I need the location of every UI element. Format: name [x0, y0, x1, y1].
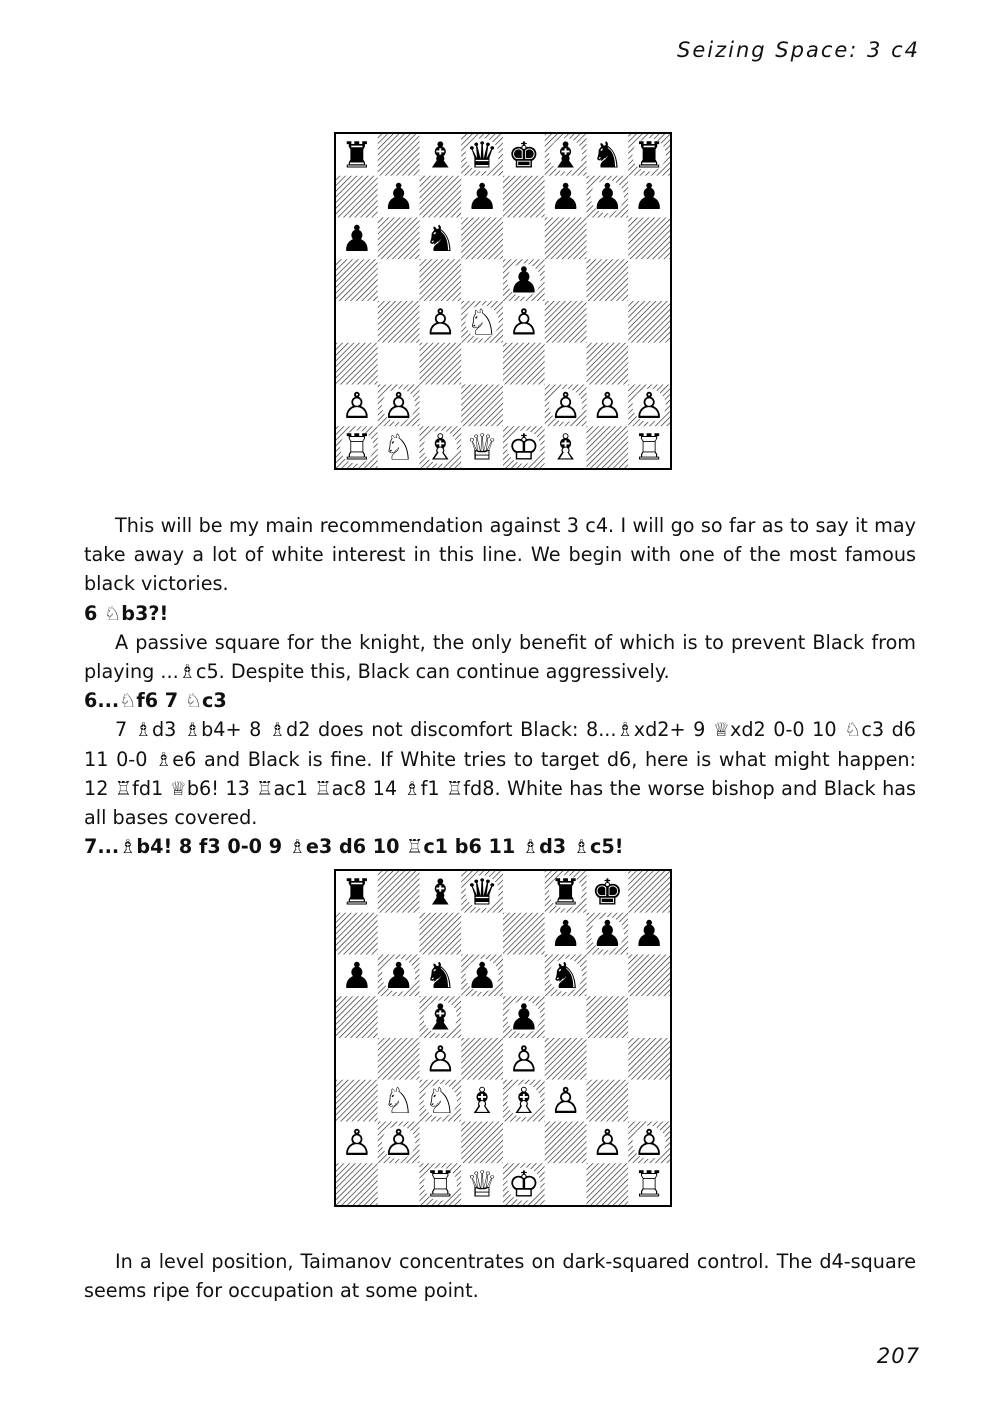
dark-square	[378, 871, 420, 913]
white-rook-icon: ♖	[340, 427, 373, 468]
white-rook-icon: ♖	[424, 1164, 457, 1205]
dark-square	[545, 301, 587, 343]
paragraph-intro: This will be my main recommendation against 3 c4. I will go so far as to say it may take away a lot of white interest in this line. We begin with one of the most famous black victories.	[84, 514, 916, 596]
dark-square	[628, 218, 670, 260]
light-square	[545, 259, 587, 301]
dark-square	[461, 218, 503, 260]
black-pawn-icon: ♟	[633, 177, 666, 219]
dark-square	[587, 1080, 629, 1122]
running-head: Seizing Space: 3 c4	[677, 38, 920, 62]
light-square	[587, 218, 629, 260]
light-square	[378, 996, 420, 1038]
light-square	[503, 218, 545, 260]
chess-board-2	[336, 871, 670, 1205]
white-knight-icon: ♘	[382, 1081, 415, 1123]
white-knight-icon: ♘	[424, 1081, 457, 1123]
dark-square	[420, 343, 462, 385]
light-square	[503, 385, 545, 427]
black-pawn-icon: ♟	[382, 177, 415, 219]
light-square	[461, 259, 503, 301]
dark-square	[461, 385, 503, 427]
page-number: 207	[876, 1344, 920, 1368]
chess-board-1	[336, 134, 670, 468]
dark-square	[420, 259, 462, 301]
dark-square	[420, 176, 462, 218]
dark-square	[503, 913, 545, 955]
white-pawn-icon: ♙	[549, 385, 582, 427]
dark-square	[628, 871, 670, 913]
black-pawn-icon: ♟	[466, 177, 499, 219]
white-queen-icon: ♕	[466, 427, 499, 468]
dark-square	[503, 343, 545, 385]
chess-diagram-2	[334, 869, 672, 1207]
light-square	[420, 1122, 462, 1164]
light-square	[587, 1038, 629, 1080]
white-pawn-icon: ♙	[424, 1039, 457, 1081]
dark-square	[628, 955, 670, 997]
black-rook-icon: ♜	[549, 872, 582, 914]
white-pawn-icon: ♙	[591, 1122, 624, 1164]
black-bishop-icon: ♝	[424, 135, 457, 177]
black-pawn-icon: ♟	[507, 997, 540, 1039]
black-knight-icon: ♞	[424, 955, 457, 997]
light-square	[503, 871, 545, 913]
black-pawn-icon: ♟	[591, 914, 624, 956]
move-line-3: 7...♗b4! 8 f3 0-0 9 ♗e3 d6 10 ♖c1 b6 11 ♗d3 ♗c5!	[84, 835, 624, 859]
black-knight-icon: ♞	[424, 218, 457, 260]
black-pawn-icon: ♟	[549, 177, 582, 219]
white-pawn-icon: ♙	[340, 1122, 373, 1164]
black-pawn-icon: ♟	[507, 260, 540, 302]
dark-square	[378, 301, 420, 343]
white-pawn-icon: ♙	[591, 385, 624, 427]
light-square	[378, 259, 420, 301]
paragraph-passive-square: A passive square for the knight, the only benefit of which is to prevent Black from playing ...♗c5. Despite this, Black can continue aggressively.	[84, 630, 916, 684]
black-bishop-icon: ♝	[424, 872, 457, 914]
light-square	[503, 1122, 545, 1164]
dark-square	[503, 176, 545, 218]
dark-square	[336, 996, 378, 1038]
black-pawn-icon: ♟	[466, 955, 499, 997]
black-king-icon: ♚	[591, 872, 624, 914]
white-pawn-icon: ♙	[382, 1122, 415, 1164]
black-king-icon: ♚	[507, 135, 540, 177]
dark-square	[336, 1080, 378, 1122]
black-bishop-icon: ♝	[424, 997, 457, 1039]
light-square	[587, 301, 629, 343]
dark-square	[336, 176, 378, 218]
white-bishop-icon: ♗	[424, 427, 457, 468]
white-pawn-icon: ♙	[507, 302, 540, 344]
chess-diagram-1	[334, 132, 672, 470]
black-queen-icon: ♛	[466, 135, 499, 177]
white-pawn-icon: ♙	[633, 385, 666, 427]
light-square	[545, 343, 587, 385]
white-bishop-icon: ♗	[507, 1081, 540, 1123]
dark-square	[461, 1038, 503, 1080]
black-rook-icon: ♜	[340, 135, 373, 177]
light-square	[545, 996, 587, 1038]
dark-square	[545, 1122, 587, 1164]
light-square	[545, 1163, 587, 1205]
black-pawn-icon: ♟	[340, 218, 373, 260]
dark-square	[336, 913, 378, 955]
dark-square	[587, 1163, 629, 1205]
dark-square	[336, 259, 378, 301]
light-square	[628, 1080, 670, 1122]
white-pawn-icon: ♙	[340, 385, 373, 427]
analysis-text-1	[84, 511, 916, 861]
white-rook-icon: ♖	[633, 427, 666, 468]
light-square	[378, 913, 420, 955]
dark-square	[378, 134, 420, 176]
white-pawn-icon: ♙	[424, 302, 457, 344]
black-rook-icon: ♜	[633, 135, 666, 177]
white-bishop-icon: ♗	[549, 427, 582, 468]
white-king-icon: ♔	[507, 427, 540, 468]
dark-square	[461, 1122, 503, 1164]
paragraph-variation: 7 ♗d3 ♗b4+ 8 ♗d2 does not discomfort Black: 8...♗xd2+ 9 ♕xd2 0-0 10 ♘c3 d6 11 0-0 ♗e6 and Black is fine. If White tries to target d6, here is what might happen: 12 ♖fd1 ♕b6! 13 ♖ac1 ♖ac8 14 ♗f1 ♖fd8. White has the worse bishop and Black has all bases covered.	[84, 718, 916, 830]
light-square	[628, 996, 670, 1038]
white-knight-icon: ♘	[466, 302, 499, 344]
light-square	[336, 1038, 378, 1080]
white-knight-icon: ♘	[382, 427, 415, 468]
light-square	[420, 385, 462, 427]
dark-square	[336, 1163, 378, 1205]
black-pawn-icon: ♟	[382, 955, 415, 997]
move-line-1: 6 ♘b3?!	[84, 601, 169, 625]
black-pawn-icon: ♟	[633, 914, 666, 956]
dark-square	[545, 218, 587, 260]
light-square	[461, 343, 503, 385]
black-pawn-icon: ♟	[591, 177, 624, 219]
black-knight-icon: ♞	[591, 135, 624, 177]
black-rook-icon: ♜	[340, 872, 373, 914]
dark-square	[336, 343, 378, 385]
dark-square	[628, 1038, 670, 1080]
black-knight-icon: ♞	[549, 955, 582, 997]
white-pawn-icon: ♙	[507, 1039, 540, 1081]
paragraph-conclusion: In a level position, Taimanov concentrates on dark-squared control. The d4-square seems ripe for occupation at some point.	[84, 1250, 916, 1303]
white-king-icon: ♔	[507, 1164, 540, 1205]
dark-square	[587, 259, 629, 301]
dark-square	[628, 301, 670, 343]
dark-square	[378, 1038, 420, 1080]
black-pawn-icon: ♟	[340, 955, 373, 997]
black-pawn-icon: ♟	[549, 914, 582, 956]
dark-square	[587, 426, 629, 468]
dark-square	[587, 996, 629, 1038]
white-pawn-icon: ♙	[633, 1122, 666, 1164]
light-square	[628, 343, 670, 385]
light-square	[461, 996, 503, 1038]
white-rook-icon: ♖	[633, 1164, 666, 1205]
dark-square	[545, 1038, 587, 1080]
dark-square	[420, 913, 462, 955]
white-bishop-icon: ♗	[466, 1081, 499, 1123]
white-pawn-icon: ♙	[549, 1081, 582, 1123]
light-square	[336, 301, 378, 343]
light-square	[378, 1163, 420, 1205]
move-line-2: 6...♘f6 7 ♘c3	[84, 689, 227, 713]
light-square	[378, 343, 420, 385]
light-square	[503, 955, 545, 997]
analysis-text-2	[84, 1247, 916, 1305]
light-square	[628, 259, 670, 301]
black-bishop-icon: ♝	[549, 135, 582, 177]
dark-square	[587, 343, 629, 385]
dark-square	[378, 218, 420, 260]
white-queen-icon: ♕	[466, 1164, 499, 1205]
white-pawn-icon: ♙	[382, 385, 415, 427]
black-queen-icon: ♛	[466, 872, 499, 914]
light-square	[461, 913, 503, 955]
light-square	[587, 955, 629, 997]
